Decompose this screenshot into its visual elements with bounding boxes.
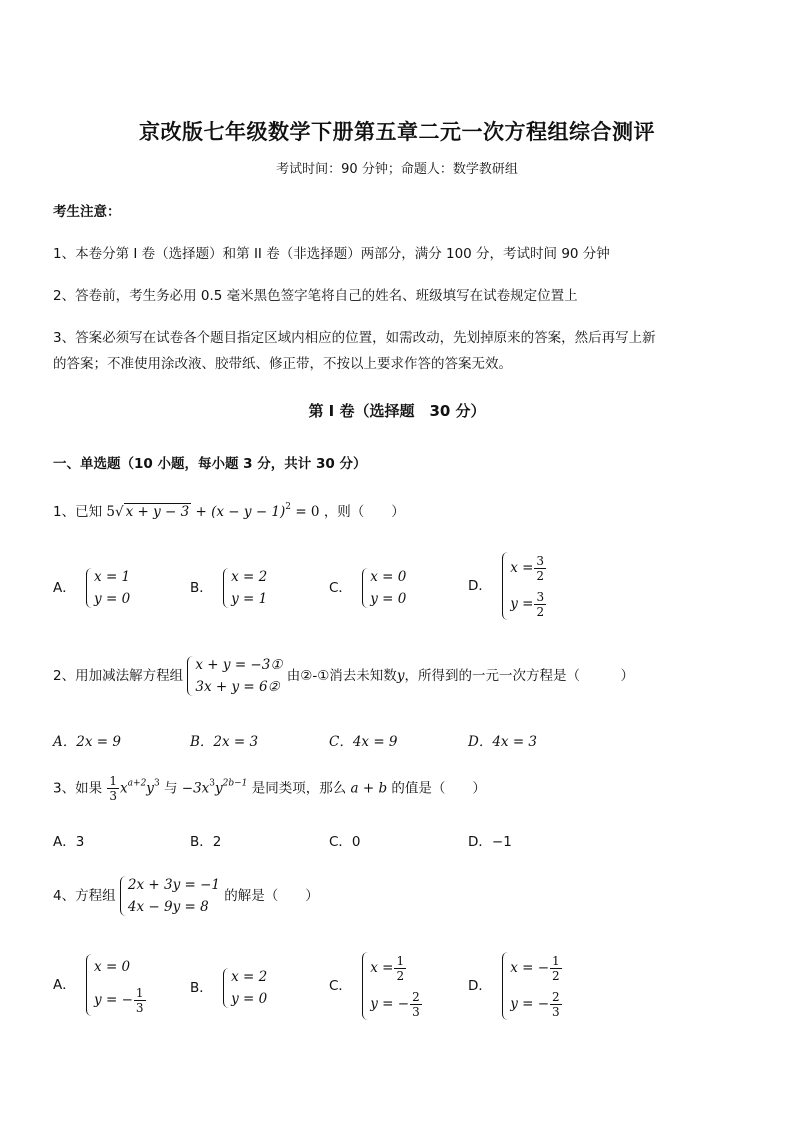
q1-prefix: 1、已知	[53, 504, 103, 520]
q1-a-system: x = 1 y = 0	[86, 566, 130, 610]
q3-fraction: $\frac{1}{3}$	[109, 774, 118, 803]
q4-system: 2x + 3y = −1 4x − 9y = 8	[120, 874, 220, 918]
q4-a-system: x = 0 y = − $\frac{1}{3}$	[86, 952, 146, 1018]
question-1: 1、已知 5√ $x + y - 3 + (x - y - 1)^2 = 0$ ，则（ ）	[53, 502, 405, 520]
page-title: 京改版七年级数学下册第五章二元一次方程组综合测评	[139, 119, 655, 144]
q3-option-b[interactable]: B．2	[190, 834, 222, 850]
q1-b-system: x = 2 y = 1	[223, 566, 267, 610]
section-title: 一、单选题（10 小题，每小题 3 分，共计 30 分）	[53, 456, 367, 472]
q1-option-b[interactable]: B． x = 2 y = 1	[190, 566, 267, 610]
q3-option-a[interactable]: A．3	[53, 834, 85, 850]
q2-option-c[interactable]: C．4x = 9	[329, 734, 398, 750]
notice-heading: 考生注意：	[53, 204, 121, 220]
q4-option-d[interactable]: D． x = − $\frac{1}{2}$ y = − $\frac{2}{3}$	[468, 950, 563, 1022]
q4-d-system: x = − $\frac{1}{2}$ y = − $\frac{2}{3}$	[502, 950, 562, 1022]
q1-radicand: x + y − 3	[125, 504, 190, 520]
q4-b-system: x = 2 y = 0	[223, 966, 267, 1010]
q1-option-a[interactable]: A． x = 1 y = 0	[53, 566, 130, 610]
notice-item-1: 1、本卷分第 I 卷（选择题）和第 II 卷（非选择题）两部分，满分 100 分，考试时间 90 分钟	[53, 246, 610, 262]
notice-item-3-line-2: 的答案；不准使用涂改液、胶带纸、修正带，不按以上要求作答的答案无效。	[53, 356, 512, 372]
q4-option-b[interactable]: B． x = 2 y = 0	[190, 966, 267, 1010]
q4-option-a[interactable]: A． x = 0 y = − $\frac{1}{3}$	[53, 952, 147, 1018]
q2-option-d[interactable]: D．4x = 3	[468, 734, 538, 750]
q2-option-b[interactable]: B．2x = 3	[190, 734, 259, 750]
q1-suffix: ，则（ ）	[323, 504, 405, 520]
notice-item-3-line-1: 3、答案必须写在试卷各个题目指定区域内相应的位置，如需改动，先划掉原来的答案，然后再写上新	[53, 330, 656, 346]
q1-option-c[interactable]: C． x = 0 y = 0	[329, 566, 406, 610]
q1-option-d[interactable]: D． x = $\frac{3}{2}$ y = $\frac{3}{2}$	[468, 550, 547, 622]
question-4: 4、方程组 2x + 3y = −1 4x − 9y = 8 的解是（ ）	[53, 874, 319, 918]
q1-paren: (x − y − 1)	[211, 504, 286, 520]
q4-c-system: x = $\frac{1}{2}$ y = − $\frac{2}{3}$	[362, 950, 422, 1022]
question-3: 3、如果 $\frac{1}{3}$ $x^{a+2}y^3$ 与 $-3x^3y^{2b-1}$ 是同类项，那么 a + b 的值是（ ）	[53, 774, 486, 803]
q2-option-a[interactable]: A．2x = 9	[53, 734, 121, 750]
q1-d-system: x = $\frac{3}{2}$ y = $\frac{3}{2}$	[502, 550, 547, 622]
q3-option-c[interactable]: C．0	[329, 834, 361, 850]
q2-system: x + y = −3① 3x + y = 6②	[187, 654, 282, 698]
q1-coef: 5	[106, 504, 115, 520]
q1-c-system: x = 0 y = 0	[362, 566, 406, 610]
q1-exp: 2	[285, 502, 292, 512]
q3-option-d[interactable]: D．−1	[468, 834, 512, 850]
q4-option-c[interactable]: C． x = $\frac{1}{2}$ y = − $\frac{2}{3}$	[329, 950, 423, 1022]
q1-plus: +	[195, 504, 207, 520]
part-1-title: 第 I 卷（选择题 30 分）	[308, 402, 486, 420]
exam-info: 考试时间：90 分钟；命题人：数学教研组	[276, 162, 518, 177]
question-2: 2、用加减法解方程组 x + y = −3① 3x + y = 6② 由②-①消去未知数y，所得到的一元一次方程是（ ）	[53, 654, 634, 698]
q1-eq: = 0	[295, 504, 320, 520]
notice-item-2: 2、答卷前，考生务必用 0.5 毫米黑色签字笔将自己的姓名、班级填写在试卷规定位置上	[53, 288, 578, 304]
